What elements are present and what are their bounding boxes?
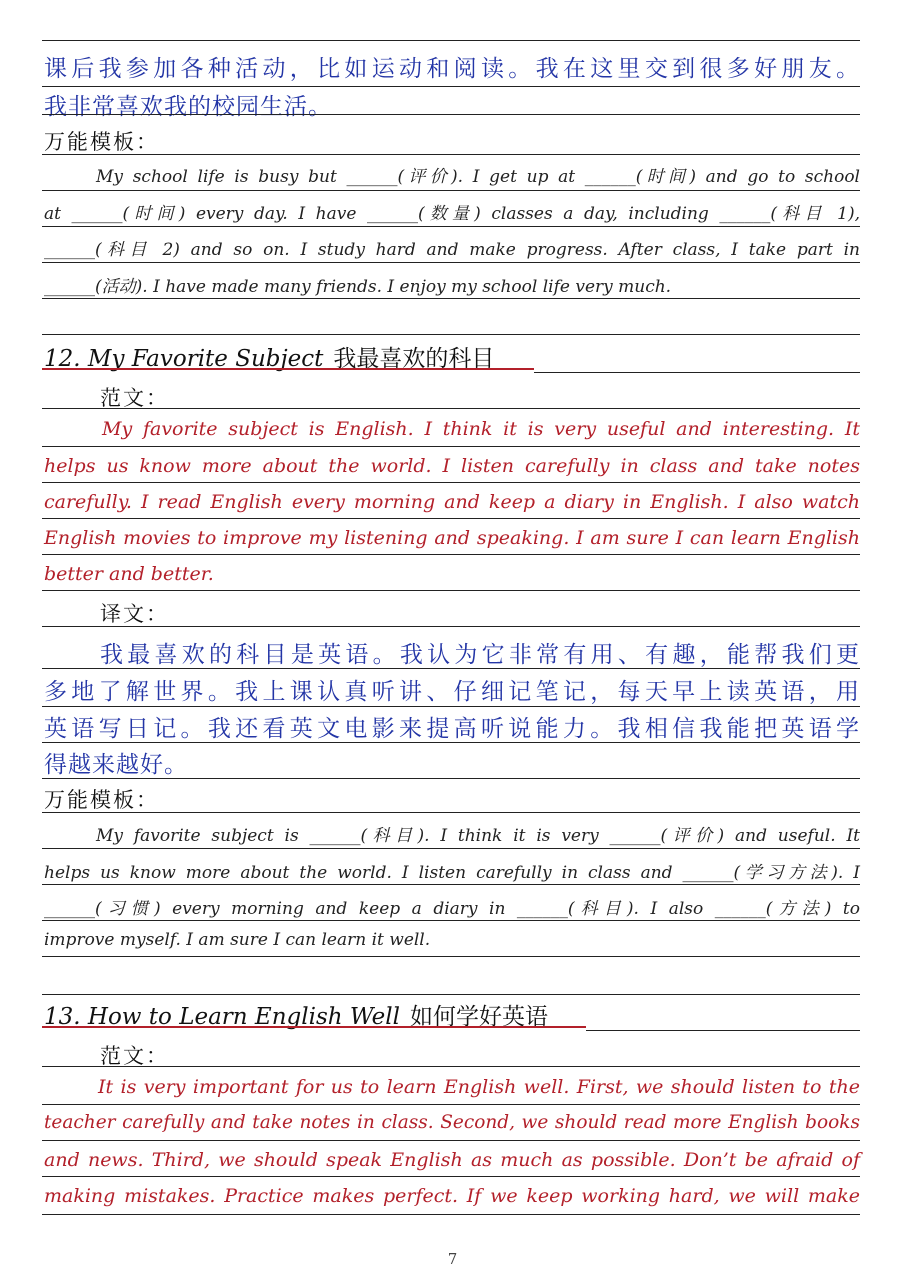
template-line: My favorite subject is ______(科目). I think it is very ______(评价) and useful. It	[96, 826, 860, 846]
model-line: English movies to improve my listening and speaking. I am sure I can learn English	[44, 527, 860, 549]
section-13-title-cn: 如何学好英语	[409, 1004, 548, 1030]
translation-line: 我非常喜欢我的校园生活。	[44, 94, 332, 120]
section-12-title-cn: 我最喜欢的科目	[333, 346, 495, 372]
model-line: My favorite subject is English. I think it is very useful and interesting. It	[102, 418, 860, 440]
template-line: improve myself. I am sure I can learn it well.	[44, 930, 431, 950]
model-line: making mistakes. Practice makes perfect. If we keep working hard, we will make	[44, 1185, 860, 1207]
model-label: 范文：	[100, 1044, 169, 1068]
model-line: It is very important for us to learn English well. First, we should listen to the	[98, 1076, 860, 1098]
template-line: ______(科目 2) and so on. I study hard and make progress. After class, I take part in	[44, 240, 860, 260]
model-label: 范文：	[100, 386, 169, 410]
page-number: 7	[447, 1250, 458, 1268]
model-line: carefully. I read English every morning and keep a diary in English. I also watch	[44, 491, 860, 513]
heading-underline	[42, 368, 534, 370]
section-12-number: 12. My Favorite Subject	[44, 346, 324, 372]
template-line: at ______(时间) every day. I have ______(数量) classes a day, including ______(科目 1),	[44, 204, 860, 224]
translation-label: 译文：	[100, 602, 169, 626]
model-line: better and better.	[44, 563, 214, 585]
translation-line: 我最喜欢的科目是英语。我认为它非常有用、有趣，能帮我们更	[100, 642, 860, 668]
translation-line: 多地了解世界。我上课认真听讲、仔细记笔记，每天早上读英语，用	[44, 679, 860, 705]
model-line: teacher carefully and take notes in class. Second, we should read more English books	[44, 1112, 860, 1133]
model-line: and news. Third, we should speak English as much as possible. Don’t be afraid of	[44, 1149, 860, 1171]
template-line: helps us know more about the world. I listen carefully in class and ______(学习方法). I	[44, 863, 860, 883]
template-line: My school life is busy but ______(评价). I get up at ______(时间) and go to school	[96, 167, 860, 187]
heading-underline	[42, 1026, 586, 1028]
translation-line: 英语写日记。我还看英文电影来提高听说能力。我相信我能把英语学	[44, 716, 860, 742]
template-label: 万能模板：	[44, 788, 159, 812]
template-line: ______(习惯) every morning and keep a diary in ______(科目). I also ______(方法) to	[44, 899, 860, 919]
template-label: 万能模板：	[44, 130, 159, 154]
model-line: helps us know more about the world. I listen carefully in class and take notes	[44, 455, 860, 477]
template-line: ______(活动). I have made many friends. I enjoy my school life very much.	[44, 277, 672, 297]
translation-line: 得越来越好。	[44, 752, 188, 778]
section-13-number: 13. How to Learn English Well	[44, 1004, 400, 1030]
translation-line: 课后我参加各种活动，比如运动和阅读。我在这里交到很多好朋友。	[44, 56, 860, 82]
